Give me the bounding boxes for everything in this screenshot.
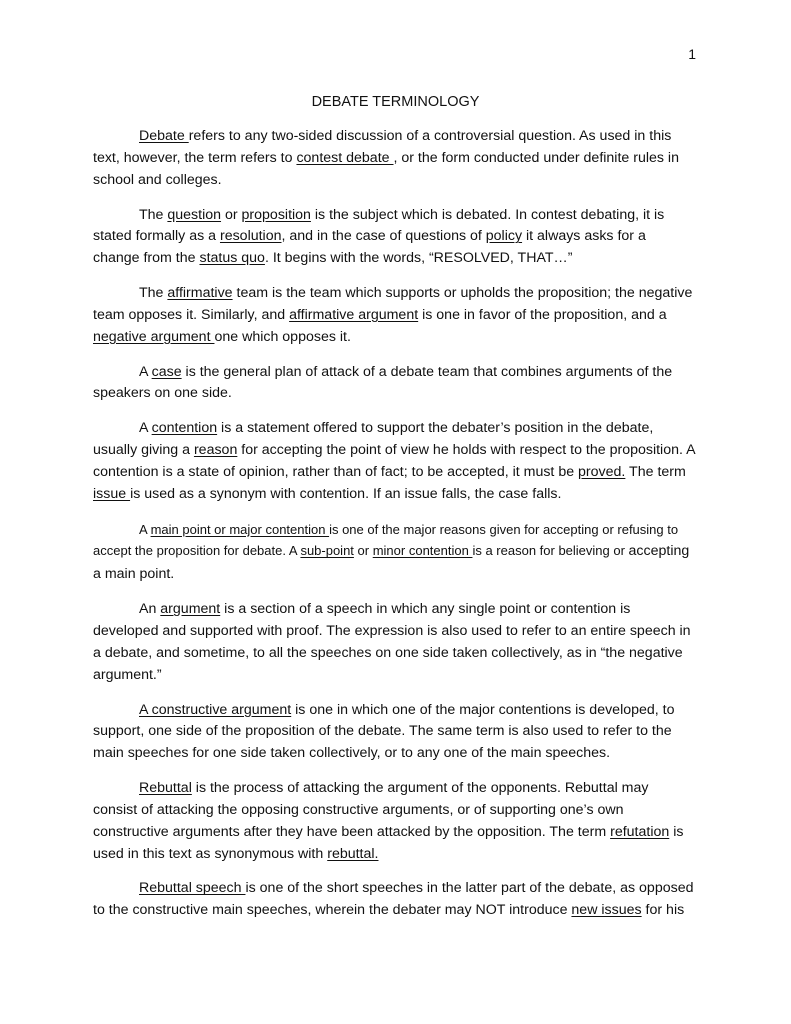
term-rebuttal: Rebuttal (139, 780, 192, 797)
text: or (221, 206, 242, 223)
text: A (139, 521, 151, 537)
text: is a statement offered to support the debater’s position in the debate, usually giving a (93, 420, 654, 459)
term-question: question (167, 206, 222, 223)
document-title: DEBATE TERMINOLOGY (311, 94, 480, 110)
text: The term (625, 463, 686, 480)
term-rebuttal-repeat: rebuttal. (327, 845, 379, 862)
paragraph-constructive-argument (93, 700, 696, 766)
term-sub-point: sub-point (300, 543, 354, 559)
text: for accepting the point of view he holds with respect to the proposition. A contention is a state of opinion, rather than of fact; to be accepted, it must be (93, 442, 695, 480)
text: A (139, 363, 152, 380)
term-affirmative: affirmative (167, 285, 233, 302)
text: is one of the short speeches in the latter part of the debate, as opposed to the constructive main speeches, wherein the debater may NOT introduce (93, 880, 694, 919)
term-rebuttal-speech: Rebuttal speech (139, 880, 246, 897)
term-reason: reason (193, 442, 238, 459)
text: is one of the major reasons given for accepting or refusing to accept the proposition for debate. A (93, 521, 679, 559)
text: one which opposes it. (214, 328, 351, 345)
paragraph-affirmative (93, 283, 696, 349)
text: is used as a synonym with contention. If an issue falls, the case falls. (130, 485, 562, 502)
term-argument: argument (160, 601, 221, 618)
term-affirmative-argument: affirmative argument (289, 306, 419, 323)
term-resolution: resolution (219, 228, 282, 245)
term-minor-contention: minor contention (372, 543, 473, 559)
text: is one in favor of the proposition, and a (418, 306, 667, 323)
text: The (139, 285, 168, 302)
text: is used in this text as synonymous with (93, 823, 684, 862)
page-number: 1 (688, 46, 696, 62)
term-proposition: proposition (241, 206, 311, 223)
text: A (139, 420, 152, 437)
term-new-issues: new issues (571, 902, 642, 919)
term-policy: policy (485, 228, 523, 245)
paragraph-argument (93, 599, 696, 687)
text: accepting a main point. (93, 543, 690, 583)
term-contention: contention (151, 420, 218, 437)
paragraph-debate (93, 126, 696, 192)
text: is the general plan of attack of a debate team that combines arguments of the speakers on one side. (93, 363, 673, 402)
text: . It begins with the words, “RESOLVED, THAT…” (264, 250, 573, 267)
text: or (353, 543, 373, 559)
text: , and in the case of questions of (281, 228, 486, 245)
text: for his (641, 902, 685, 919)
text: is a section of a speech in which any single point or contention is developed and supported with proof. The expression is also used to refer to an entire speech in a debate, and sometime, to all the speeches on one side taken collectively, as in “the negative argument.” (93, 601, 691, 683)
term-negative-argument: negative argument (93, 328, 215, 345)
term-debate: Debate (139, 128, 189, 144)
term-refutation: refutation (610, 823, 670, 840)
term-case: case (151, 363, 182, 380)
term-proved: proved. (578, 463, 626, 480)
paragraph-question (93, 205, 696, 271)
text: , or the form conducted under definite rules in school and colleges. (93, 149, 679, 188)
paragraph-main-point (93, 519, 696, 587)
text: is the process of attacking the argument of the opponents. Rebuttal may consist of attacking the opposing constructive arguments, or of supporting one’s own constructive arguments after they have been attacked by the opposition. The term (93, 780, 649, 840)
text: is one in which one of the major contentions is developed, to support, one side of the proposition of the debate. The same term is also used to refer to the main speeches for one side taken collectively, or to any one of the main speeches. (93, 701, 675, 762)
paragraph-rebuttal (93, 778, 696, 866)
text: An (139, 601, 161, 618)
term-status-quo: status quo (199, 250, 265, 267)
document-body (93, 126, 696, 935)
text: is a reason for believing or (472, 543, 629, 559)
paragraph-case (93, 362, 696, 406)
text: The (139, 206, 168, 223)
term-constructive-argument: A constructive argument (139, 701, 292, 718)
text: is the subject which is debated. In contest debating, it is stated formally as a (93, 206, 665, 245)
paragraph-contention (93, 418, 696, 506)
term-issue: issue (93, 485, 131, 502)
term-main-point: main point or major contention (150, 521, 330, 537)
text: team is the team which supports or upholds the proposition; the negative team opposes it. Similarly, and (93, 285, 693, 323)
text: it always asks for a change from the (93, 228, 646, 267)
paragraph-rebuttal-speech (93, 878, 696, 922)
term-contest-debate: contest debate (296, 149, 394, 166)
text: refers to any two-sided discussion of a controversial question. As used in this text, however, the term refers to (93, 128, 672, 166)
